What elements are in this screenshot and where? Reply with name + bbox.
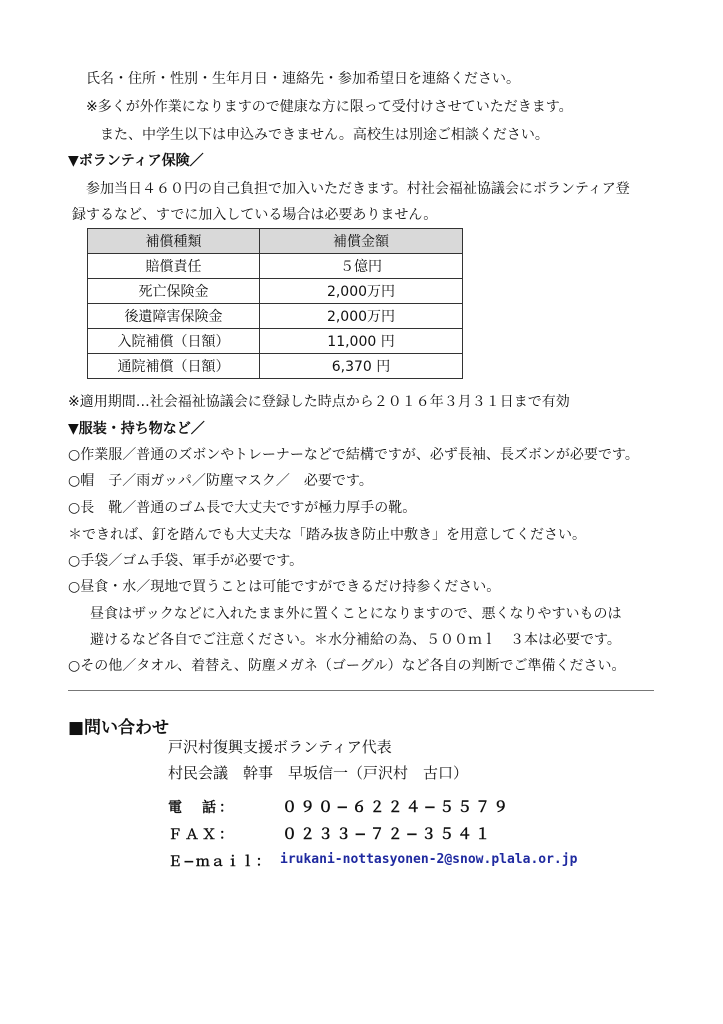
contact-person: 村民会議 幹事 早坂信一（戸沢村 古口） (168, 764, 469, 782)
insurance-heading: ▼ボランティア保険／ (68, 153, 204, 169)
clothing-heading: ▼服装・持ち物など／ (68, 421, 205, 437)
insurance-table (87, 228, 463, 379)
coverage-amount: 2,000万円 (260, 304, 463, 329)
clothing-line: ○その他／タオル、着替え、防塵メガネ（ゴーグル）など各自の判断でご準備ください。 (68, 658, 626, 674)
coverage-type: 死亡保険金 (88, 279, 260, 304)
contact-org: 戸沢村復興支援ボランティア代表 (168, 738, 392, 756)
intro-line-2: ※多くが外作業になりますので健康な方に限って受付けさせていただきます。 (86, 99, 573, 115)
coverage-amount: 6,370 円 (260, 354, 463, 379)
table-row (88, 329, 463, 354)
clothing-line: ○帽 子／雨ガッパ／防塵マスク／ 必要です。 (68, 473, 373, 489)
insurance-desc-1: 参加当日４６０円の自己負担で加入いただきます。村社会福祉協議会にボランティア登 (86, 181, 630, 197)
table-row (88, 254, 463, 279)
table-header-row (88, 229, 463, 254)
clothing-line: ○昼食・水／現地で買うことは可能ですができるだけ持参ください。 (68, 579, 501, 595)
clothing-line: ○長 靴／普通のゴム長で大丈夫ですが極力厚手の靴。 (68, 500, 417, 516)
coverage-amount: ５億円 (260, 254, 463, 279)
clothing-line: ＊できれば、釘を踏んでも大丈夫な「踏み抜き防止中敷き」を用意してください。 (68, 527, 586, 543)
email-link[interactable]: irukani-nottasyonen-2@snow.plala.or.jp (280, 852, 578, 867)
clothing-line: ○作業服／普通のズボンやトレーナーなどで結構ですが、必ず長袖、長ズボンが必要です。 (68, 447, 639, 463)
insurance-desc-2: 録するなど、すでに加入している場合は必要ありません。 (72, 207, 438, 223)
coverage-amount: 11,000 円 (260, 329, 463, 354)
section-divider (68, 690, 654, 691)
clothing-line: 昼食はザックなどに入れたまま外に置くことになりますので、悪くなりやすいものは (90, 606, 622, 622)
fax-label: ＦＡＸ： (168, 827, 236, 843)
table-row (88, 279, 463, 304)
clothing-line: ○手袋／ゴム手袋、軍手が必要です。 (68, 553, 304, 569)
phone-label: 電 話： (168, 800, 236, 816)
intro-line-1: 氏名・住所・性別・生年月日・連絡先・参加希望日を連絡ください。 (86, 71, 520, 87)
coverage-type: 通院補償（日額） (88, 354, 260, 379)
table-header: 補償種類 (88, 229, 260, 254)
coverage-type: 後遺障害保険金 (88, 304, 260, 329)
intro-line-3: また、中学生以下は申込みできません。高校生は別途ご相談ください。 (100, 127, 549, 143)
clothing-line: 避けるなど各自でご注意ください。＊水分補給の為、５００ｍｌ ３本は必要です。 (90, 632, 621, 648)
table-header: 補償金額 (260, 229, 463, 254)
contact-title: ■問い合わせ (68, 718, 170, 738)
table-row (88, 354, 463, 379)
coverage-type: 入院補償（日額） (88, 329, 260, 354)
coverage-amount: 2,000万円 (260, 279, 463, 304)
coverage-type: 賠償責任 (88, 254, 260, 279)
phone-number: ０９０−６２２４−５５７９ (282, 798, 512, 816)
email-label: Ｅ−ｍａｉｌ： (168, 854, 271, 870)
table-row (88, 304, 463, 329)
insurance-note: ※適用期間…社会福祉協議会に登録した時点から２０１６年３月３１日まで有効 (68, 394, 570, 410)
fax-number: ０２３３−７２−３５４１ (282, 825, 494, 843)
